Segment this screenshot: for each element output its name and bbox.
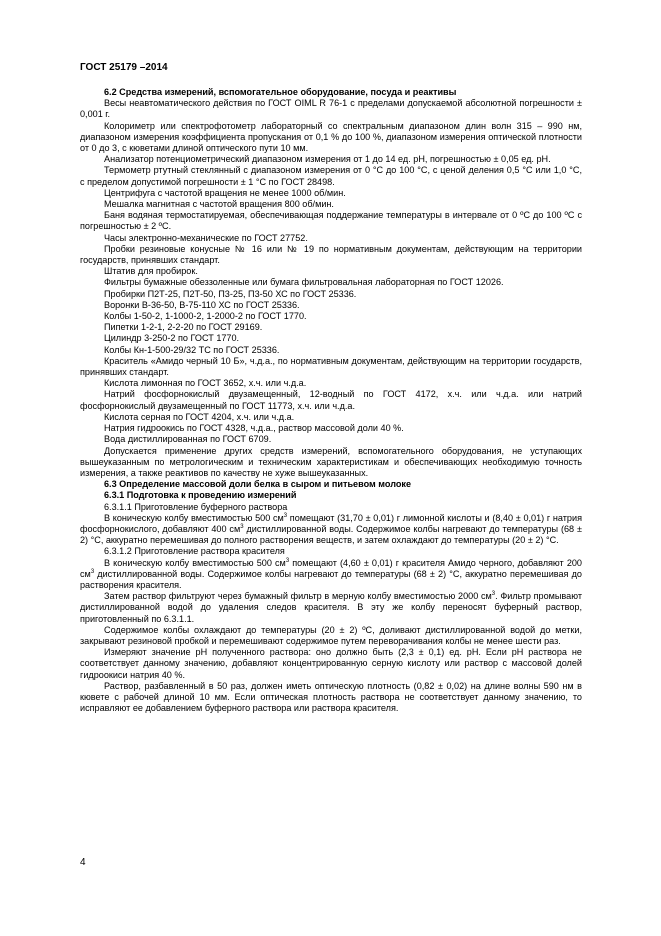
paragraph: Часы электронно-механические по ГОСТ 27752. [104,232,308,243]
paragraph [80,513,582,547]
paragraph: Анализатор потенциометрический диапазоном измерения от 1 до 14 ед. рН, погрешностью ± 0,05 ед. рН. [104,154,551,165]
paragraph: 6.3.1.2 Приготовление раствора красителя [104,546,285,557]
paragraph: Воронки В-36-50, В-75-110 ХС по ГОСТ 25336. [104,299,300,310]
paragraph: Пипетки 1-2-1, 2-2-20 по ГОСТ 29169. [104,322,263,333]
paragraph: Вода дистиллированная по ГОСТ 6709. [104,434,272,445]
paragraph: Пробки резиновые конусные № 16 или № 19 по нормативным документам, действующим на территории государств, принявших стандарт. [80,243,582,266]
paragraph: Содержимое колбы охлаждают до температуры (20 ± 2) ºС, доливают дистиллированной водой до метки, закрывают резиновой пробкой и перемешивают содержимое путем переворачивания колбы не менее шести раз. [80,624,582,646]
document-header: ГОСТ 25179 –2014 [80,62,168,73]
paragraph: Кислота лимонная по ГОСТ 3652, х.ч. или ч.д.а. [104,378,307,389]
paragraph: Штатив для пробирок. [104,266,198,277]
superscript: 3 [285,557,290,564]
section-heading: 6.3.1 Подготовка к проведению измерений [104,490,297,501]
paragraph: Колориметр или спектрофотометр лабораторный со спектральным диапазоном длин волн 315 – 990 нм, диапазоном измерения коэффициента пропускания от 0,1 % до 100 %, диапазоном измерения оптической плотности от 0 до 3, с кюветами длиной оптического пути 10 мм. [80,120,582,154]
paragraph: Краситель «Амидо черный 10 Б», ч.д.а., по нормативным документам, действующим на территории государств, принявших стандарт. [80,355,582,378]
paragraph: Термометр ртутный стеклянный с диапазоном измерения от 0 °С до 100 °С, с ценой деления 0,5 °С или 1,0 °С, с пределом допустимой погрешности ± 1 °С по ГОСТ 28498. [80,165,582,187]
paragraph: Цилиндр 3-250-2 по ГОСТ 1770. [104,333,240,344]
paragraph: 6.3.1.1 Приготовление буферного раствора [104,501,288,512]
paragraph [80,558,582,592]
paragraph: Центрифуга с частотой вращения не менее 1000 об/мин. [104,187,346,198]
document-body [80,87,582,714]
text-run: помещают (4,60 ± 0,01) г красителя Амидо черного, добавляют 200 см [80,557,582,579]
paragraph: Натрия гидроокись по ГОСТ 4328, ч.д.а., раствор массовой доли 40 %. [104,423,404,434]
text-run: помещают (31,70 ± 0,01) г лимонной кислоты и (8,40 ± 0,01) г натрия фосфорнокислого, добавляют 400 см [80,512,582,534]
paragraph: Мешалка магнитная с частотой вращения 800 об/мин. [104,199,334,210]
paragraph [80,591,582,625]
page-number: 4 [80,857,86,868]
paragraph: Натрий фосфорнокислый двузамещенный, 12-водный по ГОСТ 4172, х.ч. или ч.д.а. или натрий фосфорнокислый двузамещенный по ГОСТ 11773, х.ч. или ч.д.а. [80,389,582,411]
superscript: 3 [491,591,496,598]
paragraph: Пробирки П2Т-25, П2Т-50, П3-25, П3-50 ХС по ГОСТ 25336. [104,288,357,299]
paragraph: Допускается применение других средств измерений, вспомогательного оборудования, не уступающих вышеуказанным по метрологическим и техническим характеристикам и обеспечивающих необходимую точность измерения, а также реактивов по качеству не хуже вышеуказанных. [80,445,582,478]
paragraph: Фильтры бумажные обеззоленные или бумага фильтровальная лабораторная по ГОСТ 12026. [104,277,504,288]
text-run: . Фильтр промывают дистиллированной водой до удаления следов красителя. В эту же колбу переносят буферный раствор, приготовленный по 6.3.1.1. [80,591,583,624]
text-run: дистиллированной воды. Содержимое колбы нагревают до температуры (68 ± 2) °С, аккуратно перемешивая до полного растворения веществ, и затем охлаждают до температуры (20 ± 2) °С. [80,523,582,546]
superscript: 3 [90,568,95,575]
paragraph: Измеряют значение рН полученного раствора: оно должно быть (2,3 ± 0,1) ед. рН. Если рН раствора не соответствует данному значению, добавляют концентрированную серную кислоту или раствор с массовой долей гидроокиси натрия 40 %. [80,647,582,680]
paragraph: Кислота серная по ГОСТ 4204, х.ч. или ч.д.а. [104,411,295,422]
text-run: В коническую колбу вместимостью 500 см [104,512,284,523]
superscript: 3 [240,523,244,530]
superscript: 3 [283,512,288,519]
paragraph: Весы неавтоматического действия по ГОСТ OIML R 76-1 с пределами допускаемой абсолютной погрешности ± 0,001 г. [80,98,582,120]
section-heading: 6.2 Средства измерений, вспомогательное оборудование, посуда и реактивы [104,87,457,97]
text-run: Затем раствор фильтруют через бумажный фильтр в мерную колбу вместимостью 2000 см [104,591,492,602]
section-heading: 6.3 Определение массовой доли белка в сыром и питьевом молоке [104,479,412,490]
text-run: дистиллированной воды. Содержимое колбы нагревают до температуры (68 ± 2) °С, аккуратно перемешивая до растворения красителя. [80,568,582,590]
paragraph: Колбы 1-50-2, 1-1000-2, 1-2000-2 по ГОСТ 1770. [104,311,307,322]
text-run: В коническую колбу вместимостью 500 см [104,557,286,568]
paragraph: Раствор, разбавленный в 50 раз, должен иметь оптическую плотность (0,82 ± 0,02) на длине волны 590 нм в кювете с рабочей длиной 10 мм. Если оптическая плотность раствора не соответствует данному значению, то исправляют ее добавлением буферного раствора или раствора красителя. [80,680,582,714]
paragraph: Баня водяная термостатируемая, обеспечивающая поддержание температуры в интервале от 0 ºС до 100 ºС с погрешностью ± 2 ºС. [80,210,582,232]
paragraph: Колбы Кн-1-500-29/32 ТС по ГОСТ 25336. [104,344,280,355]
